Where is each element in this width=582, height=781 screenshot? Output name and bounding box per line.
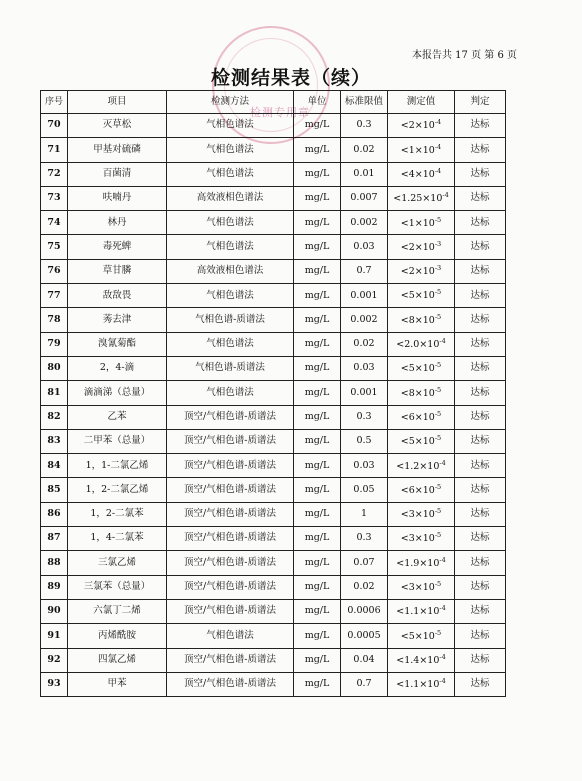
value-exponent: -5: [434, 507, 442, 516]
table-row: [41, 211, 506, 235]
value-base: <1.4×10: [396, 655, 440, 667]
value-exponent: -3: [434, 264, 442, 273]
cell-unit: mg/L: [294, 138, 341, 162]
cell-unit: mg/L: [294, 186, 341, 210]
cell-method: 气相色谱法: [167, 332, 294, 356]
cell-limit: 0.5: [341, 429, 388, 453]
cell-no: 75: [41, 235, 68, 259]
cell-unit: mg/L: [294, 527, 341, 551]
cell-no: 72: [41, 162, 68, 186]
cell-judge: 达标: [455, 429, 506, 453]
cell-unit: mg/L: [294, 332, 341, 356]
cell-unit: mg/L: [294, 114, 341, 138]
cell-item: 1，2-二氯乙烯: [68, 478, 167, 502]
cell-no: 74: [41, 211, 68, 235]
cell-judge: 达标: [455, 356, 506, 380]
cell-unit: mg/L: [294, 308, 341, 332]
cell-item: 甲苯: [68, 672, 167, 696]
stamp-text: 检测专用章: [250, 106, 310, 119]
cell-item: 1，4-二氯苯: [68, 527, 167, 551]
col-header-no-label: 序号: [44, 96, 63, 107]
cell-no: 87: [41, 527, 68, 551]
cell-limit: 0.01: [341, 162, 388, 186]
value-base: <1.2×10: [396, 460, 440, 472]
value-exponent: -5: [434, 288, 442, 297]
cell-item: 莠去津: [68, 308, 167, 332]
cell-limit: 0.03: [341, 454, 388, 478]
cell-unit: mg/L: [294, 551, 341, 575]
cell-limit: 0.002: [341, 308, 388, 332]
table-row: [41, 405, 506, 429]
value-base: <5×10: [400, 630, 435, 642]
cell-value: [388, 114, 455, 138]
cell-limit: 0.0006: [341, 599, 388, 623]
cell-method: 气相色谱法: [167, 114, 294, 138]
cell-no: 76: [41, 259, 68, 283]
cell-limit: 0.03: [341, 356, 388, 380]
table-row: [41, 648, 506, 672]
cell-method: 顶空/气相色谱-质谱法: [167, 599, 294, 623]
cell-value: [388, 259, 455, 283]
col-header-item: 项目: [68, 91, 167, 114]
value-base: <8×10: [400, 387, 435, 399]
table-row: [41, 551, 506, 575]
col-header-limit: 标准限值: [341, 91, 388, 114]
cell-item: 丙烯酰胺: [68, 624, 167, 648]
cell-no: 92: [41, 648, 68, 672]
cell-value: [388, 672, 455, 696]
cell-method: 顶空/气相色谱-质谱法: [167, 478, 294, 502]
cell-value: [388, 454, 455, 478]
value-base: <8×10: [400, 314, 435, 326]
table-row: [41, 454, 506, 478]
cell-limit: 0.001: [341, 381, 388, 405]
cell-item: 灭草松: [68, 114, 167, 138]
cell-method: 气相色谱法: [167, 381, 294, 405]
cell-value: [388, 429, 455, 453]
table-row: [41, 356, 506, 380]
cell-value: [388, 405, 455, 429]
cell-judge: 达标: [455, 186, 506, 210]
value-exponent: -5: [434, 361, 442, 370]
col-header-no: [41, 91, 68, 114]
cell-unit: mg/L: [294, 284, 341, 308]
cell-limit: 0.3: [341, 114, 388, 138]
value-exponent: -5: [434, 312, 442, 321]
value-base: <6×10: [400, 412, 435, 424]
cell-value: [388, 381, 455, 405]
cell-method: 气相色谱法: [167, 211, 294, 235]
cell-unit: mg/L: [294, 624, 341, 648]
table-header-row: [41, 91, 506, 114]
cell-item: 四氯乙烯: [68, 648, 167, 672]
value-exponent: -5: [434, 215, 442, 224]
cell-method: 气相色谱-质谱法: [167, 308, 294, 332]
cell-limit: 1: [341, 502, 388, 526]
table-row: [41, 672, 506, 696]
cell-unit: mg/L: [294, 478, 341, 502]
value-base: <2×10: [400, 241, 435, 253]
value-exponent: -4: [439, 604, 446, 613]
cell-limit: 0.0005: [341, 624, 388, 648]
cell-value: [388, 575, 455, 599]
cell-method: 顶空/气相色谱-质谱法: [167, 405, 294, 429]
cell-no: 70: [41, 114, 68, 138]
cell-judge: 达标: [455, 599, 506, 623]
cell-unit: mg/L: [294, 429, 341, 453]
cell-item: 草甘膦: [68, 259, 167, 283]
cell-item: 三氯乙烯: [68, 551, 167, 575]
cell-judge: 达标: [455, 114, 506, 138]
value-base: <1×10: [400, 217, 435, 229]
table-row: [41, 502, 506, 526]
cell-value: [388, 308, 455, 332]
cell-unit: mg/L: [294, 259, 341, 283]
cell-no: 88: [41, 551, 68, 575]
value-exponent: -5: [434, 579, 442, 588]
cell-method: 气相色谱法: [167, 284, 294, 308]
cell-no: 91: [41, 624, 68, 648]
cell-value: [388, 624, 455, 648]
cell-method: 气相色谱-质谱法: [167, 356, 294, 380]
cell-judge: 达标: [455, 308, 506, 332]
value-base: <3×10: [400, 533, 435, 545]
cell-unit: mg/L: [294, 599, 341, 623]
cell-unit: mg/L: [294, 648, 341, 672]
cell-method: 气相色谱法: [167, 162, 294, 186]
value-base: <4×10: [400, 169, 435, 181]
cell-value: [388, 235, 455, 259]
cell-no: 79: [41, 332, 68, 356]
cell-limit: 0.7: [341, 672, 388, 696]
cell-unit: mg/L: [294, 575, 341, 599]
cell-item: 林丹: [68, 211, 167, 235]
cell-limit: 0.04: [341, 648, 388, 672]
value-exponent: -3: [434, 239, 442, 248]
value-exponent: -5: [434, 531, 442, 540]
cell-judge: 达标: [455, 332, 506, 356]
table-row: [41, 478, 506, 502]
table-row: [41, 381, 506, 405]
cell-item: 毒死蜱: [68, 235, 167, 259]
cell-item: 甲基对硫磷: [68, 138, 167, 162]
value-exponent: -4: [434, 118, 442, 127]
table-body: [41, 114, 506, 697]
value-exponent: -4: [442, 191, 449, 200]
cell-item: 百菌清: [68, 162, 167, 186]
cell-no: 73: [41, 186, 68, 210]
value-base: <6×10: [400, 484, 435, 496]
table-row: [41, 162, 506, 186]
value-base: <1×10: [400, 144, 435, 156]
cell-judge: 达标: [455, 454, 506, 478]
value-base: <2×10: [400, 120, 435, 132]
table-row: [41, 235, 506, 259]
cell-item: 1，2-二氯苯: [68, 502, 167, 526]
cell-item: 2，4-滴: [68, 356, 167, 380]
cell-method: 气相色谱法: [167, 235, 294, 259]
cell-value: [388, 478, 455, 502]
cell-method: 顶空/气相色谱-质谱法: [167, 575, 294, 599]
cell-unit: mg/L: [294, 502, 341, 526]
value-base: <3×10: [400, 509, 435, 521]
cell-item: 敌敌畏: [68, 284, 167, 308]
table-row: [41, 284, 506, 308]
table-row: [41, 138, 506, 162]
cell-item: 三氯苯（总量）: [68, 575, 167, 599]
value-base: <1.1×10: [396, 679, 440, 691]
value-base: <1.9×10: [396, 557, 440, 569]
page-title: 检测结果表（续）: [210, 67, 371, 89]
col-header-judge: 判定: [455, 91, 506, 114]
value-base: <2×10: [400, 266, 435, 278]
value-base: <5×10: [400, 436, 435, 448]
value-exponent: -4: [439, 677, 446, 686]
cell-judge: 达标: [455, 648, 506, 672]
cell-value: [388, 211, 455, 235]
value-exponent: -4: [439, 652, 446, 661]
cell-limit: 0.07: [341, 551, 388, 575]
cell-method: 高效液相色谱法: [167, 186, 294, 210]
value-exponent: -5: [434, 385, 442, 394]
cell-item: 六氯丁二烯: [68, 599, 167, 623]
cell-method: 气相色谱法: [167, 138, 294, 162]
cell-judge: 达标: [455, 478, 506, 502]
cell-no: 86: [41, 502, 68, 526]
cell-limit: 0.02: [341, 332, 388, 356]
cell-no: 82: [41, 405, 68, 429]
value-base: <1.25×10: [393, 193, 443, 205]
cell-unit: mg/L: [294, 381, 341, 405]
value-exponent: -5: [434, 628, 442, 637]
cell-unit: mg/L: [294, 405, 341, 429]
cell-judge: 达标: [455, 624, 506, 648]
cell-judge: 达标: [455, 672, 506, 696]
value-base: <1.1×10: [396, 606, 440, 618]
cell-judge: 达标: [455, 527, 506, 551]
cell-limit: 0.03: [341, 235, 388, 259]
cell-item: 滴滴涕（总量）: [68, 381, 167, 405]
value-exponent: -4: [439, 337, 446, 346]
cell-item: 溴氰菊酯: [68, 332, 167, 356]
cell-method: 顶空/气相色谱-质谱法: [167, 527, 294, 551]
cell-judge: 达标: [455, 575, 506, 599]
cell-method: 顶空/气相色谱-质谱法: [167, 502, 294, 526]
value-base: <5×10: [400, 363, 435, 375]
cell-judge: 达标: [455, 235, 506, 259]
cell-limit: 0.001: [341, 284, 388, 308]
value-base: <3×10: [400, 582, 435, 594]
cell-judge: 达标: [455, 502, 506, 526]
cell-limit: 0.007: [341, 186, 388, 210]
cell-judge: 达标: [455, 259, 506, 283]
cell-judge: 达标: [455, 405, 506, 429]
cell-value: [388, 648, 455, 672]
cell-judge: 达标: [455, 381, 506, 405]
col-header-value: 测定值: [388, 91, 455, 114]
cell-method: 顶空/气相色谱-质谱法: [167, 672, 294, 696]
cell-unit: mg/L: [294, 235, 341, 259]
cell-method: 顶空/气相色谱-质谱法: [167, 429, 294, 453]
value-exponent: -4: [439, 555, 446, 564]
cell-limit: 0.7: [341, 259, 388, 283]
cell-item: 二甲苯（总量）: [68, 429, 167, 453]
table-row: [41, 429, 506, 453]
value-base: <5×10: [400, 290, 435, 302]
table-row: [41, 332, 506, 356]
cell-no: 90: [41, 599, 68, 623]
cell-method: 顶空/气相色谱-质谱法: [167, 454, 294, 478]
cell-method: 气相色谱法: [167, 624, 294, 648]
cell-unit: mg/L: [294, 454, 341, 478]
table-row: [41, 527, 506, 551]
cell-judge: 达标: [455, 162, 506, 186]
cell-judge: 达标: [455, 284, 506, 308]
table-row: [41, 308, 506, 332]
value-exponent: -4: [434, 166, 442, 175]
cell-value: [388, 138, 455, 162]
cell-no: 89: [41, 575, 68, 599]
value-base: <2.0×10: [396, 339, 440, 351]
cell-limit: 0.3: [341, 405, 388, 429]
cell-limit: 0.002: [341, 211, 388, 235]
cell-value: [388, 186, 455, 210]
cell-method: 顶空/气相色谱-质谱法: [167, 648, 294, 672]
cell-item: 乙苯: [68, 405, 167, 429]
cell-unit: mg/L: [294, 211, 341, 235]
table-row: [41, 114, 506, 138]
value-exponent: -5: [434, 482, 442, 491]
value-exponent: -5: [434, 434, 442, 443]
cell-unit: mg/L: [294, 672, 341, 696]
cell-no: 93: [41, 672, 68, 696]
col-header-unit: 单位: [294, 91, 341, 114]
cell-limit: 0.02: [341, 138, 388, 162]
cell-unit: mg/L: [294, 162, 341, 186]
value-exponent: -4: [439, 458, 446, 467]
value-exponent: -5: [434, 409, 442, 418]
cell-value: [388, 356, 455, 380]
cell-no: 84: [41, 454, 68, 478]
value-exponent: -4: [434, 142, 442, 151]
table-row: [41, 624, 506, 648]
cell-limit: 0.05: [341, 478, 388, 502]
cell-judge: 达标: [455, 211, 506, 235]
page-info: 本报告共 17 页 第 6 页: [412, 50, 517, 61]
cell-no: 83: [41, 429, 68, 453]
cell-value: [388, 162, 455, 186]
cell-value: [388, 551, 455, 575]
cell-no: 80: [41, 356, 68, 380]
cell-limit: 0.3: [341, 527, 388, 551]
cell-judge: 达标: [455, 138, 506, 162]
cell-no: 77: [41, 284, 68, 308]
table-row: [41, 259, 506, 283]
cell-item: 1，1-二氯乙烯: [68, 454, 167, 478]
cell-no: 78: [41, 308, 68, 332]
cell-no: 85: [41, 478, 68, 502]
col-header-method: 检测方法: [167, 91, 294, 114]
cell-no: 71: [41, 138, 68, 162]
cell-judge: 达标: [455, 551, 506, 575]
cell-unit: mg/L: [294, 356, 341, 380]
cell-value: [388, 599, 455, 623]
cell-value: [388, 332, 455, 356]
cell-no: 81: [41, 381, 68, 405]
cell-value: [388, 284, 455, 308]
table-row: [41, 599, 506, 623]
table-row: [41, 186, 506, 210]
cell-item: 呋喃丹: [68, 186, 167, 210]
cell-method: 顶空/气相色谱-质谱法: [167, 551, 294, 575]
cell-limit: 0.02: [341, 575, 388, 599]
cell-method: 高效液相色谱法: [167, 259, 294, 283]
table-row: [41, 575, 506, 599]
results-table: [40, 90, 506, 697]
cell-value: [388, 502, 455, 526]
cell-value: [388, 527, 455, 551]
